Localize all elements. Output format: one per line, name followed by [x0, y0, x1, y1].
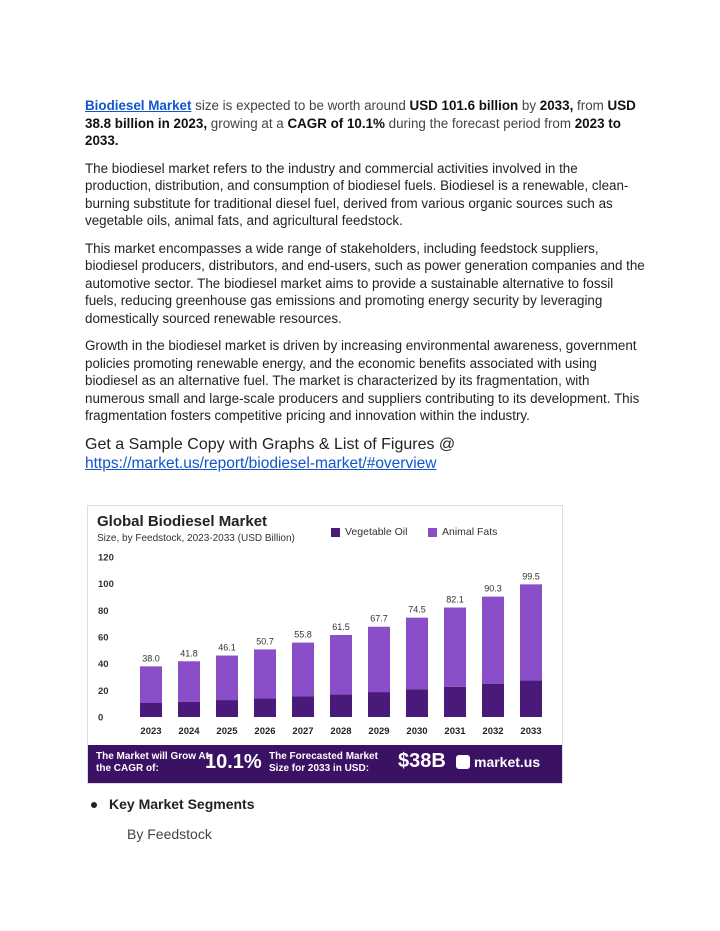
intro-value: USD 101.6 billion [409, 98, 519, 113]
bar-vegetable-oil [140, 703, 162, 717]
bar-vegetable-oil [216, 700, 238, 717]
x-tick-label: 2033 [520, 726, 542, 737]
intro-value: 2023 to 2033. [85, 115, 621, 148]
bar-animal-fats [330, 635, 352, 694]
y-tick-label: 60 [98, 632, 109, 644]
bar-animal-fats [482, 597, 504, 684]
bar-vegetable-oil [292, 696, 314, 717]
document-body [85, 97, 645, 473]
forecast-value: $38B [398, 750, 446, 772]
bar-total-label: 99.5 [522, 571, 540, 582]
paragraph-definition: The biodiesel market refers to the industry and commercial activities involved in the production, distribution, and consumption of biodiesel fuels. Biodiesel is a renewable, clean-burning substitute for traditional diesel fuel, derived from various organic sources such as vegetable oils, animal fats, and agricultural feedstock. [85, 160, 629, 228]
intro-value: USD 38.8 billion in 2023, [85, 98, 636, 131]
intro-text: by [518, 98, 540, 113]
legend-label-animal-fats: Animal Fats [442, 526, 498, 538]
y-tick-label: 100 [98, 579, 114, 591]
bar-animal-fats [444, 608, 466, 687]
by-feedstock-label: By Feedstock [127, 826, 212, 842]
bar-animal-fats [406, 618, 428, 690]
y-tick-label: 40 [98, 659, 109, 671]
bar-animal-fats [216, 656, 238, 701]
bar-vegetable-oil [444, 687, 466, 717]
x-tick-label: 2025 [216, 726, 238, 737]
forecast-text: The Forecasted Market Size for 2033 in USD: [269, 751, 378, 774]
x-tick-label: 2029 [368, 726, 390, 737]
bar-total-label: 82.1 [446, 594, 464, 605]
x-tick-label: 2028 [330, 726, 352, 737]
bar-total-label: 50.7 [256, 636, 274, 647]
y-tick-label: 20 [98, 685, 109, 697]
bar-total-label: 46.1 [218, 642, 236, 653]
y-tick-label: 0 [98, 712, 104, 724]
x-tick-label: 2032 [482, 726, 504, 737]
bullet-dot [91, 802, 97, 808]
y-tick-label: 80 [98, 605, 109, 617]
market-us-logo [456, 754, 540, 770]
x-tick-label: 2023 [140, 726, 162, 737]
intro-text: during the forecast period from [384, 115, 575, 131]
x-tick-label: 2030 [406, 726, 428, 737]
bar-total-label: 38.0 [142, 653, 160, 664]
bar-vegetable-oil [406, 690, 428, 717]
bar-vegetable-oil [368, 692, 390, 717]
bar-total-label: 74.5 [408, 604, 426, 615]
summary-banner [88, 745, 562, 783]
key-segments-bullet [109, 796, 255, 812]
sample-copy-link[interactable]: https://market.us/report/biodiesel-market/#overview [85, 454, 437, 472]
x-tick-label: 2027 [292, 726, 314, 737]
biodiesel-market-link[interactable]: Biodiesel Market [85, 98, 192, 113]
bar-animal-fats [178, 661, 200, 701]
x-tick-label: 2026 [254, 726, 276, 737]
intro-text: from [573, 98, 608, 113]
bar-total-label: 67.7 [370, 613, 388, 624]
bar-vegetable-oil [254, 698, 276, 717]
bar-animal-fats [254, 649, 276, 698]
chart-subtitle: Size, by Feedstock, 2023-2033 (USD Billion) [97, 533, 295, 544]
sample-copy-block [85, 435, 645, 473]
cagr-text: The Market will Grow At the CAGR of: [96, 751, 209, 774]
y-tick-label: 120 [98, 552, 114, 564]
bar-total-label: 41.8 [180, 648, 198, 659]
bar-total-label: 90.3 [484, 583, 502, 594]
sample-copy-text: Get a Sample Copy with Graphs & List of Figures @ [85, 435, 456, 453]
bar-animal-fats [520, 584, 542, 680]
bar-vegetable-oil [482, 684, 504, 717]
intro-value: CAGR of 10.1% [287, 115, 385, 131]
market-chart [87, 505, 563, 784]
intro-text: size is expected to be worth around [191, 98, 410, 113]
bar-vegetable-oil [520, 680, 542, 717]
paragraph-stakeholders: This market encompasses a wide range of stakeholders, including feedstock suppliers, biodiesel producers, distributors, and end-users, such as power generation companies and the automotive sector. The biodiesel market aims to provide a sustainable alternative to fossil fuels, reducing greenhouse gas emissions and promoting energy security by leveraging domestically sourced renewable resources. [85, 240, 645, 326]
intro-paragraph [85, 97, 645, 150]
bar-animal-fats [292, 643, 314, 697]
legend-label-vegetable-oil: Vegetable Oil [345, 526, 408, 538]
bar-animal-fats [368, 627, 390, 692]
market-us-logo-text: market.us [474, 754, 541, 770]
bar-vegetable-oil [178, 702, 200, 717]
chart-plot [88, 506, 562, 746]
intro-value: 2033, [539, 98, 574, 113]
bar-vegetable-oil [330, 694, 352, 717]
key-segments-heading: Key Market Segments [109, 796, 255, 812]
paragraph-growth: Growth in the biodiesel market is driven by increasing environmental awareness, government policies promoting renewable energy, and the economic benefits associated with using biodiesel as an alternative fuel. The market is characterized by its fragmentation, with numerous small and large-scale producers and suppliers contributing to its development. This fragmentation fosters competitive pricing and innovation within the industry. [85, 338, 640, 423]
bar-animal-fats [140, 666, 162, 703]
bar-total-label: 61.5 [332, 622, 350, 632]
intro-text: growing at a [207, 115, 288, 131]
chart-title: Global Biodiesel Market [97, 513, 268, 530]
cagr-value: 10.1% [205, 751, 262, 773]
bar-total-label: 55.8 [294, 629, 312, 640]
x-tick-label: 2024 [178, 726, 200, 737]
x-tick-label: 2031 [444, 726, 466, 737]
market-us-logo-icon [456, 755, 470, 769]
